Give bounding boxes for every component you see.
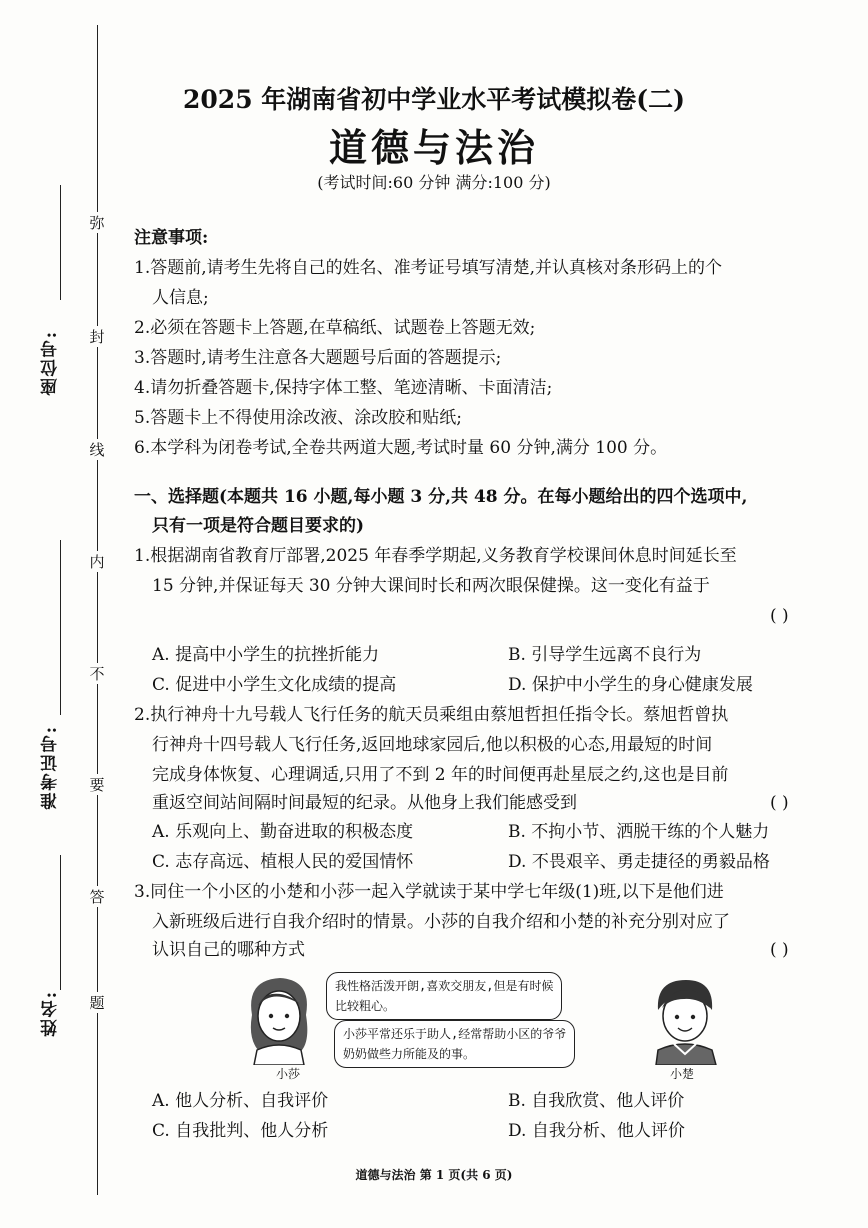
answer-blank[interactable]: ( ) [770,940,789,960]
seal-char: 封 [86,326,108,347]
seal-char: 要 [86,774,108,795]
bubble-text: 小莎平常还乐于助人,经常帮助小区的爷爷 [343,1027,567,1041]
seal-char: 题 [86,992,108,1013]
page-footer: 道德与法治 第 1 页(共 6 页) [355,1168,513,1182]
notes-heading: 注意事项: [134,228,209,248]
boy-illustration [640,970,730,1065]
option-b[interactable]: B. 不拘小节、洒脱干练的个人魅力 [508,822,770,842]
question-text: 完成身体恢复、心理调适,只用了不到 2 年的时间便再赴星辰之约,这也是目前 [152,765,729,785]
question-text: 3.同住一个小区的小楚和小莎一起入学就读于某中学七年级(1)班,以下是他们进 [134,882,724,902]
seal-char: 弥 [86,212,108,233]
subject-title: 道德与法治 [328,125,539,170]
seal-char: 答 [86,886,108,907]
question-text: 2.执行神舟十九号载人飞行任务的航天员乘组由蔡旭哲担任指令长。蔡旭哲曾执 [134,705,729,725]
answer-blank[interactable]: ( ) [770,606,789,626]
question-text: 认识自己的哪种方式 [152,940,305,960]
option-d[interactable]: D. 自我分析、他人评价 [508,1121,685,1141]
option-d[interactable]: D. 保护中小学生的身心健康发展 [508,675,753,695]
seal-char: 内 [86,551,108,572]
option-a[interactable]: A. 乐观向上、勤奋进取的积极态度 [152,822,414,842]
boy-label: 小楚 [670,1067,695,1081]
note-line: 4.请勿折叠答题卡,保持字体工整、笔迹清晰、卡面清洁; [134,378,553,398]
question-text: 15 分钟,并保证每天 30 分钟大课间时长和两次眼保健操。这一变化有益于 [152,576,710,596]
name-label: 姓名: [41,990,61,1037]
girl-label: 小莎 [276,1067,301,1081]
section-heading: 只有一项是符合题目要求的) [152,516,365,536]
note-line: 3.答题时,请考生注意各大题题号后面的答题提示; [134,348,502,368]
bubble-text: 比较粗心。 [335,999,396,1013]
bubble-text: 奶奶做些力所能及的事。 [343,1047,476,1061]
option-c[interactable]: C. 自我批判、他人分析 [152,1121,329,1141]
exam-number-field[interactable] [60,540,61,715]
bubble-text: 我性格活泼开朗,喜欢交朋友,但是有时候 [335,979,554,993]
option-b[interactable]: B. 引导学生远离不良行为 [508,645,702,665]
exam-title: 2025 年湖南省初中学业水平考试模拟卷(二) [183,85,685,114]
girl-illustration [232,970,327,1065]
boy-speech-bubble [334,1020,575,1068]
note-line: 5.答题卡上不得使用涂改液、涂改胶和贴纸; [134,408,462,428]
seal-line [97,25,98,1195]
girl-speech-bubble [326,972,562,1020]
note-line: 1.答题前,请考生先将自己的姓名、准考证号填写清楚,并认真核对条形码上的个 [134,258,723,278]
note-line: 6.本学科为闭卷考试,全卷共两道大题,考试时量 60 分钟,满分 100 分。 [134,438,668,458]
question-text: 入新班级后进行自我介绍时的情景。小莎的自我介绍和小楚的补充分别对应了 [152,912,730,932]
seat-number-label: 座位号: [41,330,61,396]
question-text: 重返空间站间隔时间最短的纪录。从他身上我们能感受到 [152,793,577,813]
option-b[interactable]: B. 自我欣赏、他人评价 [508,1091,685,1111]
question-text: 行神舟十四号载人飞行任务,返回地球家园后,他以积极的心态,用最短的时间 [152,735,713,755]
seal-char: 线 [86,439,108,460]
section-heading: 一、选择题(本题共 16 小题,每小题 3 分,共 48 分。在每小题给出的四个选项中, [134,487,748,507]
name-field[interactable] [60,855,61,990]
option-c[interactable]: C. 志存高远、植根人民的爱国情怀 [152,852,414,872]
option-d[interactable]: D. 不畏艰辛、勇走捷径的勇毅品格 [508,852,770,872]
seat-number-field[interactable] [60,185,61,300]
option-a[interactable]: A. 他人分析、自我评价 [152,1091,329,1111]
seal-char: 不 [86,663,108,684]
option-c[interactable]: C. 促进中小学生文化成绩的提高 [152,675,397,695]
option-a[interactable]: A. 提高中小学生的抗挫折能力 [152,645,380,665]
question-text: 1.根据湖南省教育厅部署,2025 年春季学期起,义务教育学校课间休息时间延长至 [134,546,737,566]
exam-number-label: 准考证号: [41,725,61,810]
exam-info: (考试时间:60 分钟 满分:100 分) [317,173,551,192]
note-line: 2.必须在答题卡上答题,在草稿纸、试题卷上答题无效; [134,318,536,338]
answer-blank[interactable]: ( ) [770,793,789,813]
note-line: 人信息; [152,288,209,308]
